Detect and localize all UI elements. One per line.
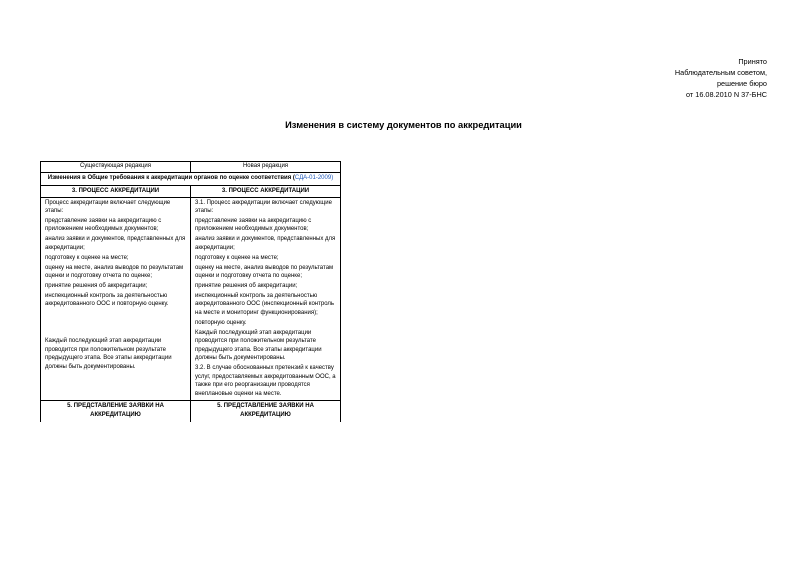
- section-3-header-old: 3. ПРОЦЕСС АККРЕДИТАЦИИ: [41, 186, 191, 198]
- paragraph: анализ заявки и документов, представленных для аккредитации;: [45, 236, 186, 251]
- spacer: [45, 310, 186, 337]
- paragraph: представление заявки на аккредитацию с приложением необходимых документов;: [45, 217, 162, 233]
- table-header-row: [41, 162, 341, 173]
- section-3-new-text: [191, 197, 341, 401]
- column-header-new: Новая редакция: [191, 162, 341, 173]
- paragraph: подготовку к оценке на месте;: [45, 254, 129, 261]
- section-header-row: [41, 401, 341, 423]
- document-name-cell: [41, 173, 341, 186]
- approval-line: от 16.08.2010 N 37-БНС: [686, 90, 767, 99]
- approval-block: [675, 56, 767, 100]
- section-3-old-text: [41, 197, 191, 401]
- approval-line: Принято: [738, 57, 767, 66]
- section-3-content-row: [41, 197, 341, 401]
- section-5-header-new: 5. ПРЕДСТАВЛЕНИЕ ЗАЯВКИ НА АККРЕДИТАЦИЮ: [191, 401, 341, 423]
- paragraph: повторную оценку.: [195, 319, 247, 326]
- paragraph: оценку на месте, анализ выводов по результатам оценки и подготовку отчета по оценке;: [45, 264, 184, 280]
- paragraph: анализ заявки и документов, представленных для аккредитации;: [195, 236, 336, 251]
- paragraph: 3.1. Процесс аккредитации включает следующие этапы:: [195, 199, 332, 214]
- paragraph: инспекционный контроль за деятельностью аккредитованного ООС (инспекционный контроль на месте и мониторинг функционирования);: [195, 292, 335, 316]
- document-link[interactable]: СДА-01-2009: [294, 175, 332, 181]
- paragraph: 3.2. В случае обоснованных претензий к качеству услуг, предоставляемых аккредитованным ООС, а также при его реорганизации проводятся внеплановые оценки на месте.: [195, 365, 336, 397]
- paragraph: Каждый последующий этап аккредитации проводится при положительном результате предыдущего этапа. Все этапы аккредитации должны быть документированы.: [45, 338, 172, 370]
- section-3-header-new: 3. ПРОЦЕСС АККРЕДИТАЦИИ: [191, 186, 341, 198]
- paragraph: принятие решения об аккредитации;: [195, 282, 298, 289]
- paragraph: представление заявки на аккредитацию с приложением необходимых документов;: [195, 217, 312, 233]
- document-name-text: Изменения в Общие требования к аккредитации органов по оценке соответствия (: [47, 175, 295, 181]
- document-name-tail: ): [331, 175, 334, 181]
- paragraph: инспекционный контроль за деятельностью аккредитованного ООС и повторную оценку.: [45, 292, 169, 308]
- approval-line: решение бюро: [717, 79, 767, 88]
- section-5-header-old: 5. ПРЕДСТАВЛЕНИЕ ЗАЯВКИ НА АККРЕДИТАЦИЮ: [41, 401, 191, 423]
- paragraph: Каждый последующий этап аккредитации проводится при положительном результате предыдущего этапа. Все этапы аккредитации должны быть документированы.: [195, 329, 322, 362]
- paragraph: подготовку к оценке на месте;: [195, 254, 279, 261]
- paragraph: оценку на месте, анализ выводов по результатам оценки и подготовку отчета по оценке;: [195, 264, 334, 280]
- document-row: [41, 173, 341, 186]
- document-title: Изменения в систему документов по аккредитации: [285, 120, 522, 130]
- section-header-row: [41, 186, 341, 198]
- paragraph: Процесс аккредитации включает следующие этапы:: [45, 199, 171, 214]
- comparison-table: [40, 161, 341, 422]
- approval-line: Наблюдательным советом,: [674, 68, 767, 77]
- column-header-existing: Существующая редакция: [41, 162, 191, 173]
- paragraph: принятие решения об аккредитации;: [45, 282, 148, 289]
